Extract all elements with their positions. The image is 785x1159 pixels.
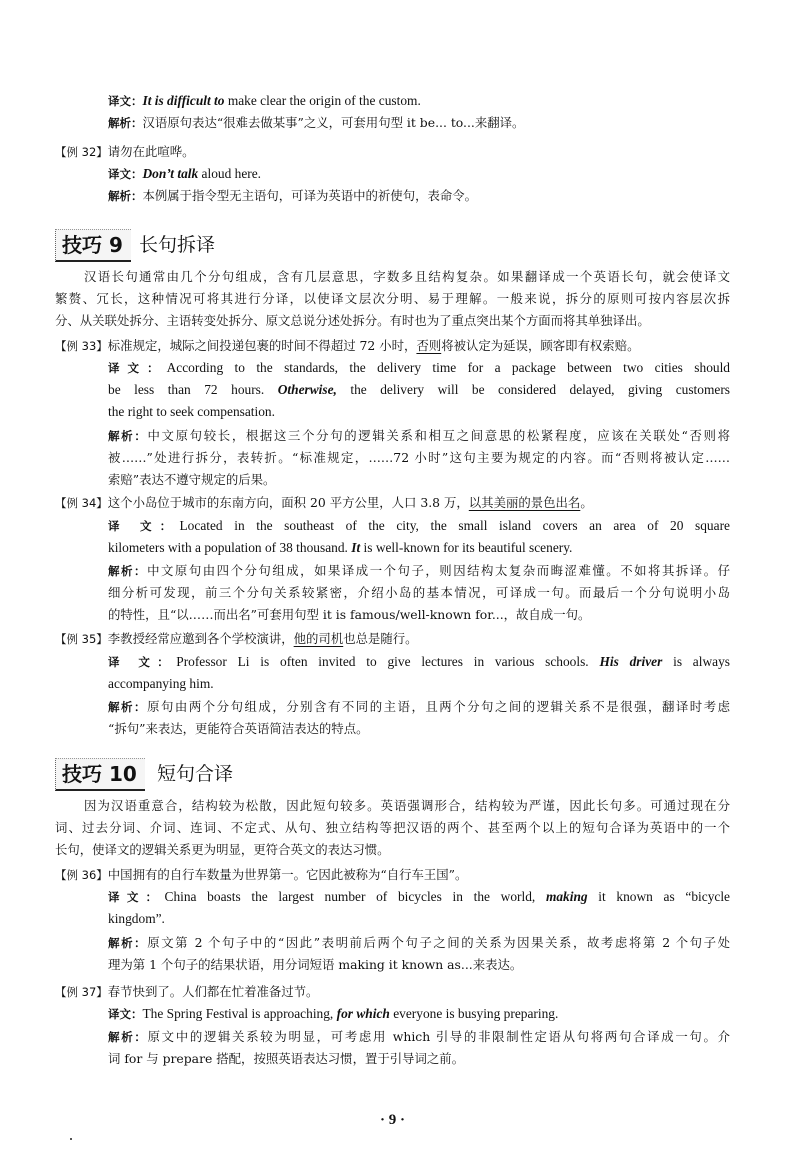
- example-33-translation: 译文：According to the standards, the delivery time for a package between two cities should: [108, 360, 730, 375]
- example-35-source: 【例 35】李教授经常应邀到各个学校演讲，他的司机也总是随行。: [55, 631, 418, 646]
- translation-line: 译文：It is difficult to make clear the origin of the custom.: [108, 93, 421, 108]
- example-37-analysis: 解析：原文中的逻辑关系较为明显，可考虑用 which 引导的非限制性定语从句将两句合译成一句。介: [108, 1029, 730, 1044]
- example-35-analysis: 解析：原句由两个分句组成，分别含有不同的主语，且两个分句之间的逻辑关系不是很强，翻译时考虑: [108, 699, 731, 714]
- section-9-intro-line: 繁赘、冗长，这种情况可将其进行分译，以使译文层次分明、易于理解。一般来说，拆分的原则可按内容层次拆: [55, 291, 730, 306]
- example-34-analysis: 细分析可发现，前三个分句关系较紧密，介绍小岛的基本情况，可译成一句。而最后一个分句说明小岛: [108, 585, 730, 600]
- example-35-translation: accompanying him.: [108, 676, 214, 691]
- section-10-intro-line: 长句，使译文的逻辑关系更为明显，更符合英文的表达习惯。: [55, 842, 390, 857]
- example-33-analysis: 解析：中文原句较长，根据这三个分句的逻辑关系和相互之间意思的松紧程度，应该在关联处“否则将: [108, 428, 731, 443]
- example-32-source: 【例 32】请勿在此喧哗。: [55, 144, 195, 159]
- example-36-translation: 译文：China boasts the largest number of bicycles in the world, making it known as “bicycle: [108, 889, 730, 904]
- example-33-translation: be less than 72 hours. Otherwise, the delivery will be considered delayed, giving customers: [108, 382, 730, 397]
- section-9-label: 技巧 9: [55, 229, 131, 262]
- section-9-intro-line: 汉语长句通常由几个分句组成，含有几层意思，字数多且结构复杂。如果翻译成一个英语长句，就会使译文: [84, 269, 730, 284]
- section-10-intro-line: 因为汉语重意合，结构较为松散，因此短句较多。英语强调形合，结构较为严谨，因此长句多。可通过现在分: [84, 798, 730, 813]
- section-10-intro-line: 词、过去分词、介词、连词、不定式、从句、独立结构等把汉语的两个、甚至两个以上的短句合译为英语中的一个: [55, 820, 730, 835]
- example-33-analysis: 索赔”表达不遵守规定的后果。: [108, 472, 276, 487]
- analysis-line: 解析：汉语原句表达“很难去做某事”之义，可套用句型 it be... to...来翻译。: [108, 115, 525, 130]
- section-10-label: 技巧 10: [55, 758, 145, 791]
- example-37-source: 【例 37】春节快到了。人们都在忙着准备过节。: [55, 984, 319, 999]
- example-34-analysis: 解析：中文原句由四个分句组成，如果译成一个句子，则因结构太复杂而晦涩难懂。不如将其拆译。仔: [108, 563, 731, 578]
- example-37-analysis: 词 for 与 prepare 搭配，按照英语表达习惯，置于引导词之前。: [108, 1051, 465, 1066]
- example-32-translation: 译文：Don’t talk aloud here.: [108, 166, 262, 181]
- example-37-translation: 译文：The Spring Festival is approaching, for which everyone is busying preparing.: [108, 1006, 559, 1021]
- section-10-title: 短句合译: [157, 763, 234, 785]
- example-34-source: 【例 34】这个小岛位于城市的东南方向，面积 20 平方公里，人口 3.8 万，以其美丽的景色出名。: [55, 495, 593, 510]
- example-34-translation: 译 文：Located in the southeast of the city, the small island covers an area of 20 square: [108, 518, 730, 533]
- example-34-analysis: 的特性，且“以……而出名”可套用句型 it is famous/well-known for...，故自成一句。: [108, 607, 591, 622]
- example-35-translation: 译 文：Professor Li is often invited to give lectures in various schools. His driver is always: [108, 654, 730, 669]
- page-number: · 9 ·: [379, 1112, 405, 1128]
- example-34-translation: kilometers with a population of 38 thousand. It is well-known for its beautiful scenery.: [108, 540, 573, 555]
- example-33-source: 【例 33】标准规定，城际之间投递包裹的时间不得超过 72 小时，否则将被认定为延误，顾客即有权索赔。: [55, 338, 640, 353]
- scan-speck: [70, 1138, 72, 1140]
- example-36-translation: kingdom”.: [108, 911, 165, 926]
- example-33-translation: the right to seek compensation.: [108, 404, 275, 419]
- section-9-intro-line: 分、从关联处拆分、主语转变处拆分、原文总说分述处拆分。有时也为了重点突出某个方面而将其单独译出。: [55, 313, 650, 328]
- example-35-analysis: “拆句”来表达，更能符合英语简洁表达的特点。: [108, 721, 369, 736]
- example-32-analysis: 解析：本例属于指令型无主语句，可译为英语中的祈使句，表命令。: [108, 188, 478, 203]
- example-36-analysis: 解析：原文第 2 个句子中的“因此”表明前后两个句子之间的关系为因果关系，故考虑将第 2 个句子处: [108, 935, 730, 950]
- section-10-heading: [55, 758, 275, 792]
- example-33-analysis: 被……”处进行拆分，表转折。“标准规定，……72 小时”这句主要为规定的内容。而“否则将被认定……: [108, 450, 730, 465]
- section-9-title: 长句拆译: [139, 234, 216, 256]
- example-36-analysis: 理为第 1 个句子的结果状语，用分词短语 making it known as...来表达。: [108, 957, 523, 972]
- example-36-source: 【例 36】中国拥有的自行车数量为世界第一。它因此被称为“自行车王国”。: [55, 867, 468, 882]
- section-9-heading: [55, 229, 255, 263]
